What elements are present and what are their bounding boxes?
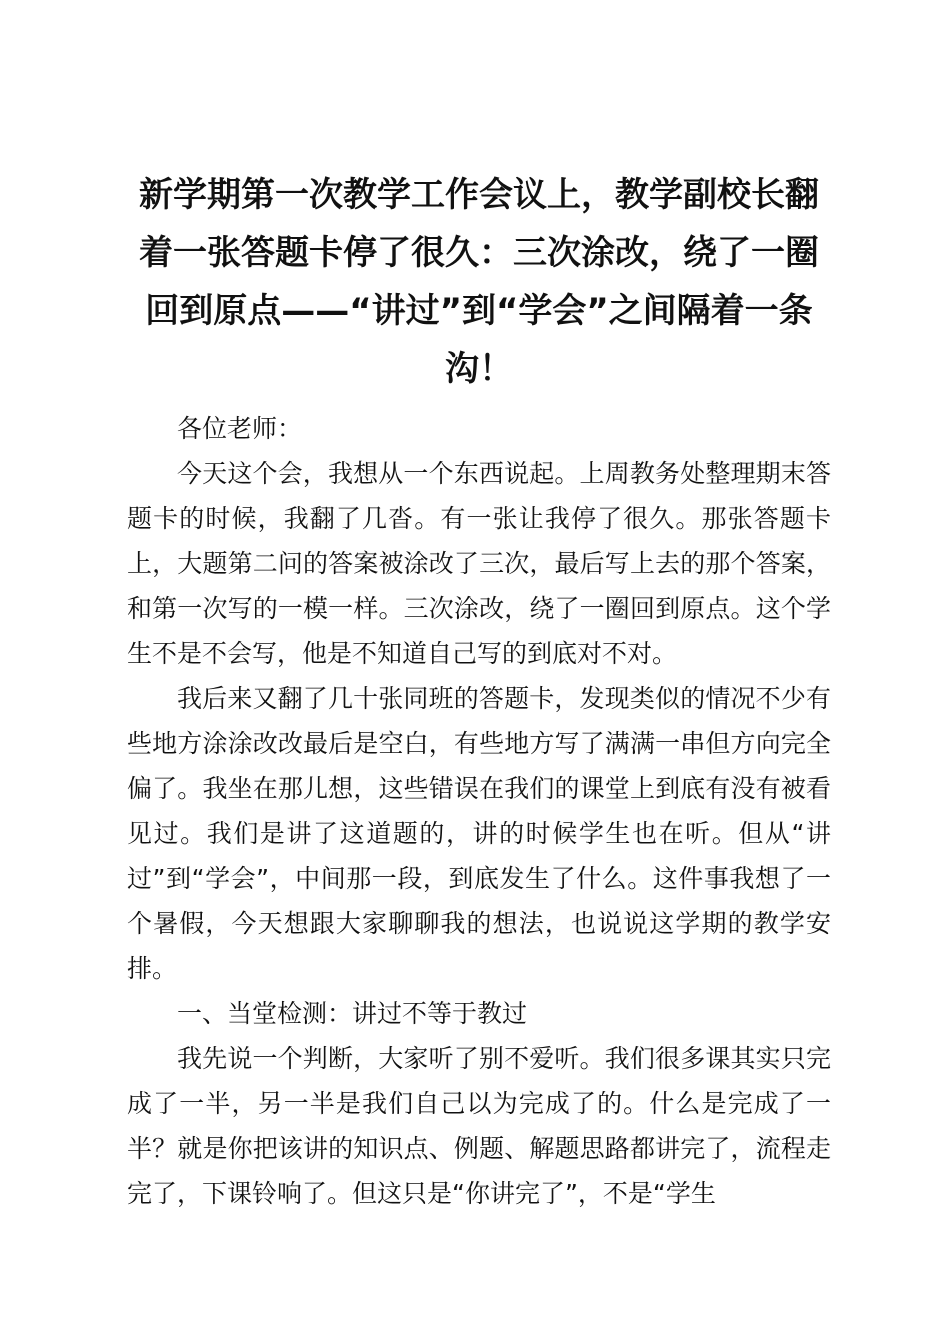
paragraph-1: 今天这个会，我想从一个东西说起。上周教务处整理期末答题卡的时候，我翻了几沓。有一张让我停了很久。那张答题卡上，大题第二问的答案被涂改了三次，最后写上去的那个答案，和第一次写的一模一样。三次涂改，绕了一圈回到原点。这个学生不是不会写，他是不知道自己写的到底对不对。 bbox=[127, 459, 831, 668]
section-heading: 一、当堂检测：讲过不等于教过 bbox=[177, 999, 528, 1028]
section-paragraph: 我先说一个判断，大家听了别不爱听。我们很多课其实只完成了一半，另一半是我们自己以为完成了的。什么是完成了一半？就是你把该讲的知识点、例题、解题思路都讲完了，流程走完了，下课铃响了。但这只是“你讲完了”，不是“学生 bbox=[127, 1044, 831, 1208]
paragraph-2: 我后来又翻了几十张同班的答题卡，发现类似的情况不少有些地方涂涂改改最后是空白，有些地方写了满满一串但方向完全偏了。我坐在那儿想，这些错误在我们的课堂上到底有没有被看见过。我们是讲了这道题的，讲的时候学生也在听。但从“讲过”到“学会”，中间那一段，到底发生了什么。这件事我想了一个暑假，今天想跟大家聊聊我的想法，也说说这学期的教学安排。 bbox=[127, 684, 831, 983]
salutation: 各位老师： bbox=[177, 414, 303, 443]
document-page bbox=[127, 166, 831, 1216]
body-text bbox=[127, 451, 831, 991]
document-title: 新学期第一次教学工作会议上，教学副校长翻着一张答题卡停了很久：三次涂改，绕了一圈回到原点——“讲过”到“学会”之间隔着一条沟！ bbox=[139, 175, 819, 389]
section-body bbox=[127, 1036, 831, 1216]
